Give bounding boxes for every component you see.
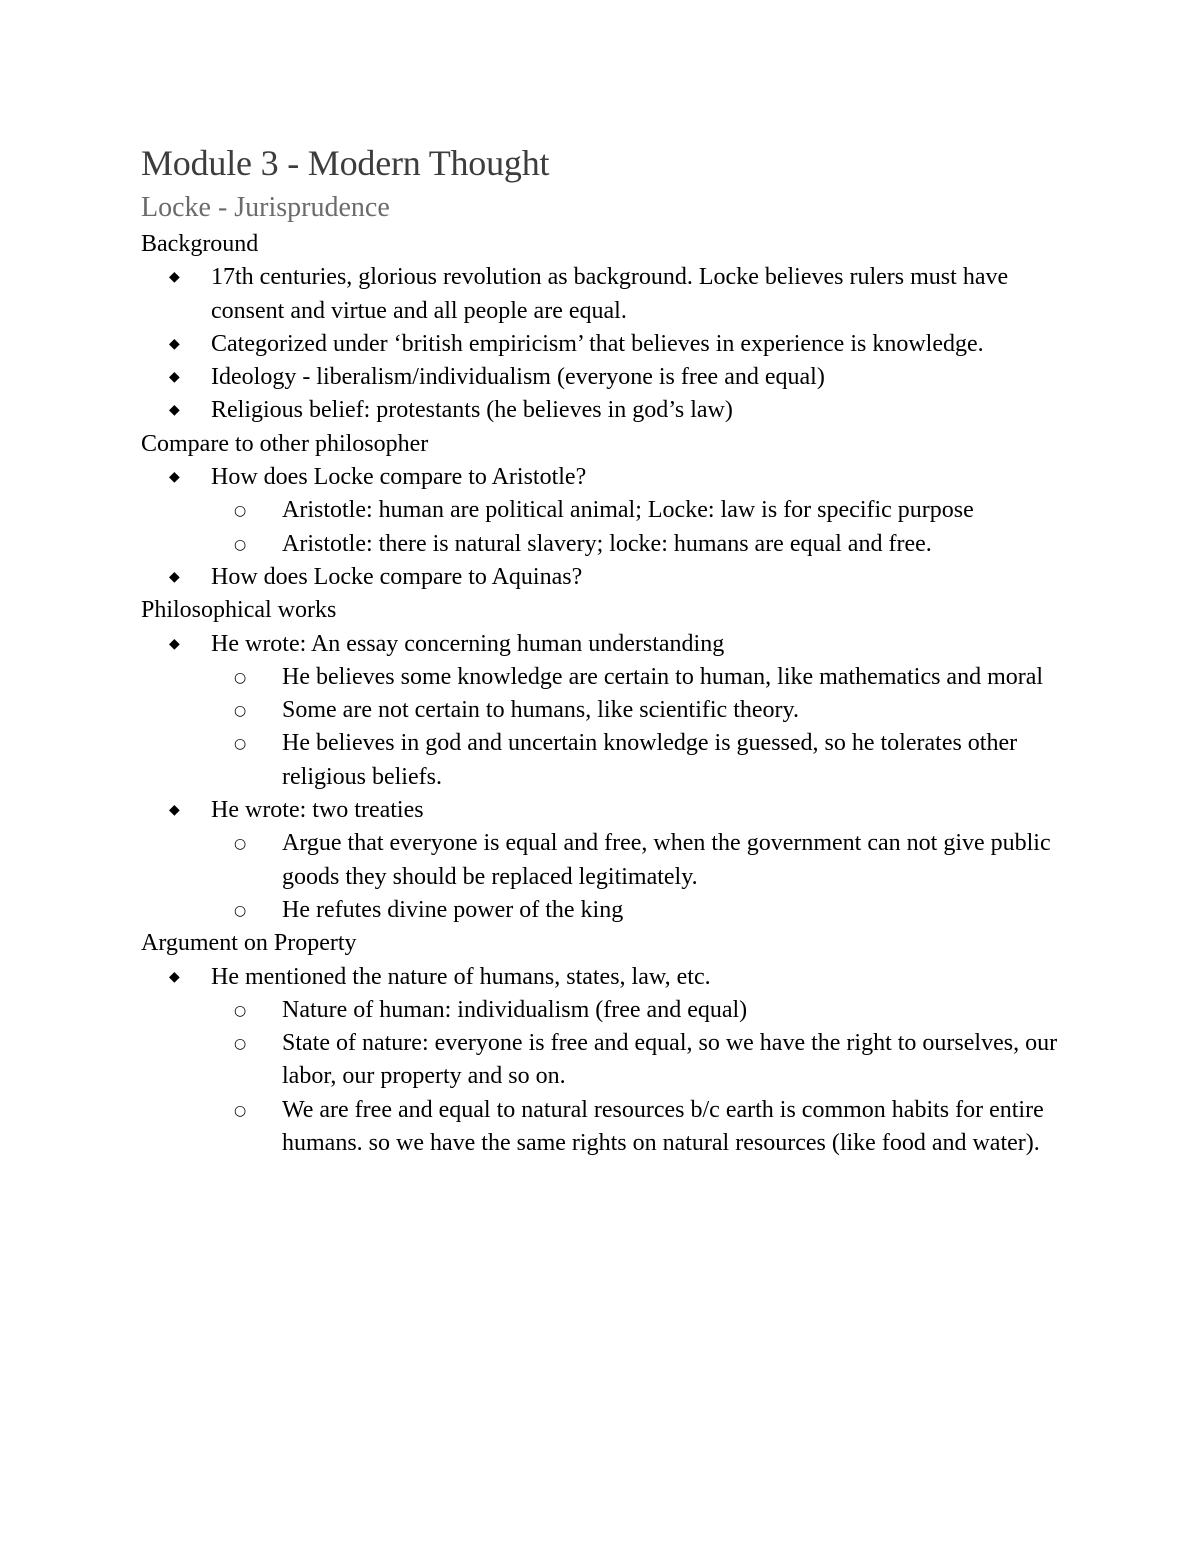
sub-bullet-list <box>211 827 1061 927</box>
hollow-circle-bullet-icon: ○ <box>234 836 247 853</box>
section-heading: Philosophical works <box>141 597 337 624</box>
list-item-text: He wrote: two treaties <box>211 797 424 824</box>
sub-bullet-list <box>211 494 1061 561</box>
diamond-bullet-icon: ◆ <box>169 269 180 286</box>
hollow-circle-bullet-icon: ○ <box>234 503 247 520</box>
sub-list-item-text: We are free and equal to natural resources b/c earth is common habits for entire humans. so we have the same rights on natural resources (like food and water). <box>282 1096 1044 1157</box>
sub-list-item <box>234 661 1061 694</box>
section <box>141 428 1061 594</box>
diamond-bullet-icon: ◆ <box>169 402 180 419</box>
list-item <box>169 961 1061 1161</box>
list-item-text: Ideology - liberalism/individualism (everyone is free and equal) <box>211 364 825 391</box>
list-item <box>169 394 1061 427</box>
diamond-bullet-icon: ◆ <box>169 635 180 652</box>
section-heading: Compare to other philosopher <box>141 430 429 457</box>
sub-list-item-text: He believes some knowledge are certain to human, like mathematics and moral <box>282 663 1044 690</box>
hollow-circle-bullet-icon: ○ <box>234 1102 247 1119</box>
sub-list-item <box>234 827 1061 894</box>
page-title: Module 3 - Modern Thought <box>141 143 550 183</box>
section <box>141 927 1061 1160</box>
diamond-bullet-icon: ◆ <box>169 568 180 585</box>
bullet-list <box>141 628 1061 928</box>
hollow-circle-bullet-icon: ○ <box>234 703 247 720</box>
list-item <box>169 328 1061 361</box>
list-item-text: He wrote: An essay concerning human understanding <box>211 630 725 657</box>
section-heading: Argument on Property <box>141 930 357 957</box>
page-subtitle: Locke - Jurisprudence <box>141 192 390 223</box>
list-item-text: How does Locke compare to Aquinas? <box>211 563 583 590</box>
hollow-circle-bullet-icon: ○ <box>234 1036 247 1053</box>
sub-list-item-text: Some are not certain to humans, like scientific theory. <box>282 697 799 724</box>
hollow-circle-bullet-icon: ○ <box>234 902 247 919</box>
sub-list-item <box>234 727 1061 794</box>
list-item <box>169 561 1061 594</box>
hollow-circle-bullet-icon: ○ <box>234 536 247 553</box>
sub-list-item-text: State of nature: everyone is free and equal, so we have the right to ourselves, our labor, our property and so on. <box>282 1030 1058 1090</box>
hollow-circle-bullet-icon: ○ <box>234 669 247 686</box>
sub-list-item <box>234 1027 1061 1094</box>
list-item-text: Religious belief: protestants (he believes in god’s law) <box>211 397 733 424</box>
section <box>141 594 1061 927</box>
hollow-circle-bullet-icon: ○ <box>234 736 247 753</box>
list-item <box>169 361 1061 394</box>
sub-list-item <box>234 1094 1061 1161</box>
sub-bullet-list <box>211 994 1061 1160</box>
list-item <box>169 794 1061 927</box>
sub-list-item-text: He refutes divine power of the king <box>282 896 624 923</box>
sub-list-item-text: Aristotle: there is natural slavery; locke: humans are equal and free. <box>282 530 932 557</box>
list-item <box>169 628 1061 794</box>
sub-list-item <box>234 994 1061 1027</box>
sub-list-item-text: Aristotle: human are political animal; Locke: law is for specific purpose <box>282 497 974 524</box>
bullet-list <box>141 461 1061 594</box>
list-item-text: He mentioned the nature of humans, states, law, etc. <box>211 963 711 990</box>
sub-list-item <box>234 694 1061 727</box>
sub-list-item <box>234 494 1061 527</box>
sub-list-item-text: He believes in god and uncertain knowledge is guessed, so he tolerates other religious beliefs. <box>282 730 1018 790</box>
list-item <box>169 261 1061 328</box>
list-item <box>169 461 1061 561</box>
sub-list-item <box>234 528 1061 561</box>
hollow-circle-bullet-icon: ○ <box>234 1002 247 1019</box>
diamond-bullet-icon: ◆ <box>169 335 180 352</box>
list-item-text: Categorized under ‘british empiricism’ that believes in experience is knowledge. <box>211 330 984 357</box>
sub-list-item <box>234 894 1061 927</box>
list-item-text: 17th centuries, glorious revolution as background. Locke believes rulers must have consent and virtue and all people are equal. <box>211 264 1009 324</box>
diamond-bullet-icon: ◆ <box>169 369 180 386</box>
bullet-list <box>141 261 1061 427</box>
diamond-bullet-icon: ◆ <box>169 968 180 985</box>
sub-list-item-text: Nature of human: individualism (free and equal) <box>282 996 748 1023</box>
list-item-text: How does Locke compare to Aristotle? <box>211 464 587 491</box>
document-page <box>141 140 1061 1160</box>
diamond-bullet-icon: ◆ <box>169 802 180 819</box>
bullet-list <box>141 961 1061 1161</box>
sub-bullet-list <box>211 661 1061 794</box>
section-heading: Background <box>141 231 259 257</box>
section <box>141 228 1061 428</box>
diamond-bullet-icon: ◆ <box>169 469 180 486</box>
notes-body <box>141 228 1061 1160</box>
sub-list-item-text: Argue that everyone is equal and free, when the government can not give public goods they should be replaced legitimately. <box>282 830 1051 890</box>
